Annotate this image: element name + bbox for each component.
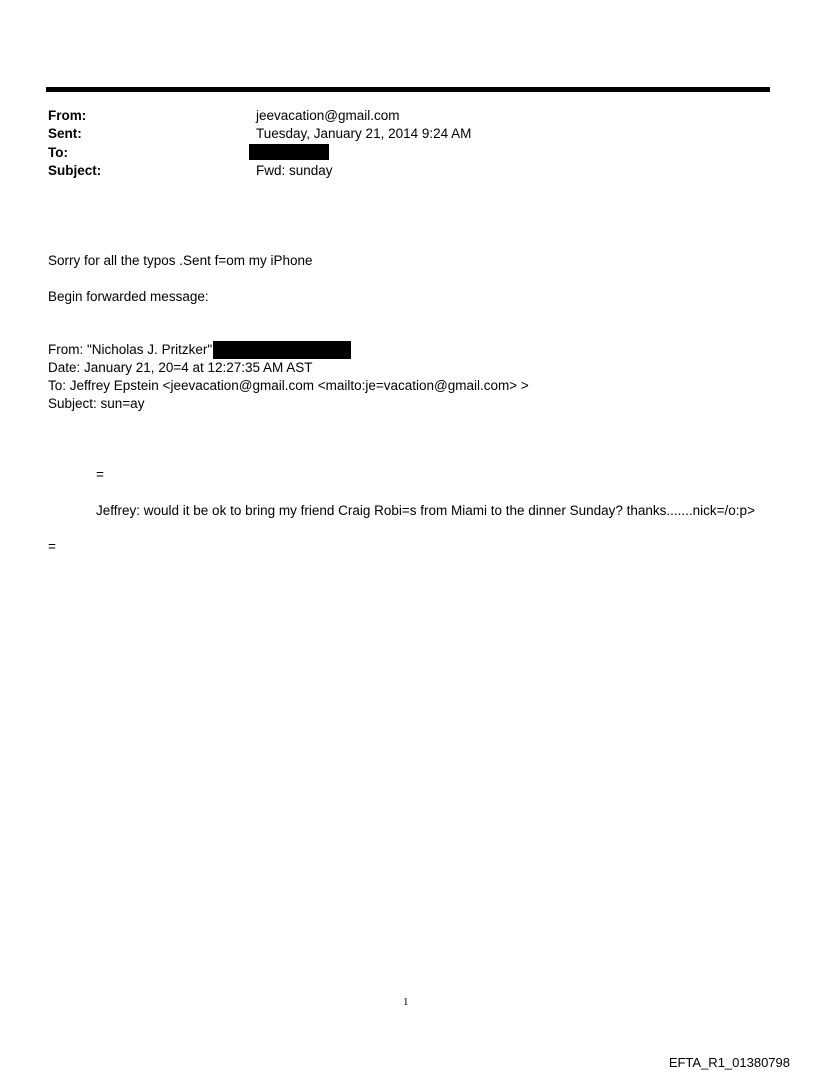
subject-value: Fwd: sunday — [256, 163, 333, 178]
header-divider — [46, 87, 770, 92]
forwarded-from: From: "Nicholas J. Pritzker" — [48, 342, 213, 357]
from-label: From: — [48, 108, 87, 123]
forwarded-subject: Subject: sun=ay — [48, 396, 145, 411]
message-text: Jeffrey: would it be ok to bring my friend Craig Robi=s from Miami to the dinner Sunday? thanks.......nick=/o:p> — [96, 503, 755, 518]
from-email-redaction — [213, 341, 351, 359]
sent-value: Tuesday, January 21, 2014 9:24 AM — [256, 126, 472, 141]
equals-marker-end: = — [48, 539, 56, 554]
to-redaction — [249, 144, 329, 160]
forwarded-intro: Begin forwarded message: — [48, 289, 209, 304]
document-id: EFTA_R1_01380798 — [668, 1055, 790, 1070]
from-value: jeevacation@gmail.com — [256, 108, 400, 123]
to-label: To: — [48, 145, 68, 160]
sent-label: Sent: — [48, 126, 82, 141]
subject-label: Subject: — [48, 163, 102, 178]
equals-marker: = — [96, 467, 104, 482]
forwarded-to: To: Jeffrey Epstein <jeevacation@gmail.com <mailto:je=vacation@gmail.com> > — [48, 378, 529, 393]
forwarded-date: Date: January 21, 20=4 at 12:27:35 AM AST — [48, 360, 313, 375]
typos-line: Sorry for all the typos .Sent f=om my iPhone — [48, 253, 313, 268]
page-number: 1 — [403, 996, 409, 1008]
